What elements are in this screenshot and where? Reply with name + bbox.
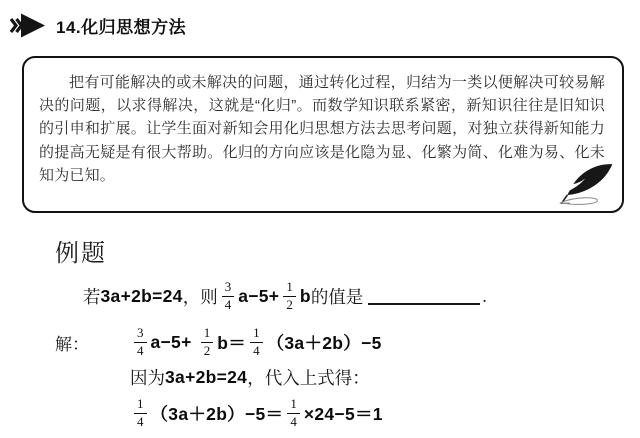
math-token: b [299,285,311,306]
answer-blank [368,303,480,305]
solution-line-3 [130,397,640,429]
math-token: 因为 [130,368,165,389]
math-token: 若 [83,286,101,307]
solution-label: 解： [55,334,89,354]
fraction: $\frac{1}{4}$ [134,397,147,429]
math-token: 3a+2b=24 [165,367,248,388]
fraction: $\frac{1}{4}$ [250,326,263,358]
problem-statement [83,280,640,312]
solution-row [55,326,640,358]
solution-line-2 [130,365,640,390]
math-token: ，则 [182,286,218,307]
math-token: （3a＋2b）−5 [266,332,382,353]
fraction: $\frac{1}{2}$ [201,326,214,358]
quill-pen-icon [557,162,615,208]
solution-line-1 [130,326,382,358]
fraction: $\frac{1}{2}$ [283,280,296,312]
math-token: 3a+2b=24 [100,285,183,306]
page-title: 14.化归思想方法 [56,17,187,37]
header [0,0,640,40]
math-token: ×24−5＝1 [303,403,383,424]
math-token: . [482,285,487,306]
example-section [0,233,640,429]
fraction: $\frac{3}{4}$ [134,326,147,358]
intro-box [22,56,624,213]
math-token: ，代入上式得： [247,368,370,389]
fast-forward-icon [9,12,47,39]
math-token: 的值是 [310,286,364,307]
math-token: a−5+ [150,331,197,352]
math-token: a−5+ [238,285,280,306]
fraction: $\frac{1}{4}$ [287,397,300,429]
math-token: （3a＋2b）−5＝ [150,403,284,424]
math-token: b＝ [217,332,247,353]
example-heading: 例题 [55,241,107,267]
intro-paragraph: 把有可能解决的或未解决的问题，通过转化过程，归结为一类以便解决可较易解决的问题，以求得解决，这就是“化归”。而数学知识联系紧密，新知识往往是旧知识的引申和扩展。让学生面对新知会用化归思想方法去思考问题，对独立获得新知能力的提高无疑是有很大帮助。化归的方向应该是化隐为显、化繁为简、化难为易、化未知为已知。 [39,74,605,184]
fraction: $\frac{3}{4}$ [222,280,235,312]
